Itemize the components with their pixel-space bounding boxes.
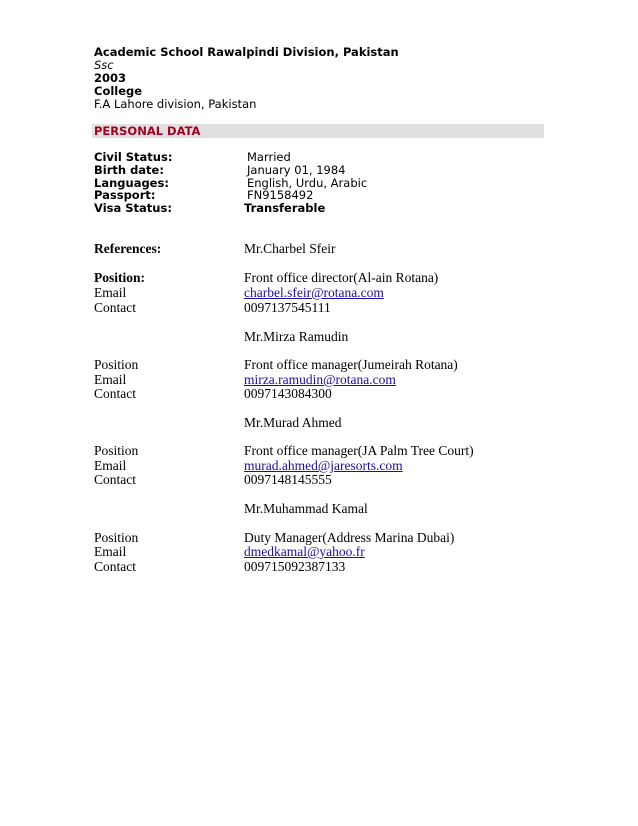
- personal-label: Passport:: [94, 188, 156, 203]
- reference-email-link[interactable]: mirza.ramudin@rotana.com: [244, 372, 396, 387]
- reference-contact: 0097148145555: [244, 472, 332, 487]
- email-label: Email: [94, 285, 127, 300]
- education-year: 2003: [94, 71, 127, 85]
- reference-name: Mr.Charbel Sfeir: [244, 241, 336, 256]
- reference-position: Duty Manager(Address Marina Dubai): [244, 530, 455, 545]
- reference-name: Mr.Mirza Ramudin: [244, 329, 349, 344]
- personal-label: Languages:: [94, 175, 169, 190]
- personal-value: January 01, 1984: [247, 162, 346, 177]
- reference-name: Mr.Muhammad Kamal: [244, 501, 368, 516]
- personal-value: FN9158492: [247, 188, 314, 203]
- reference-position: Front office manager(Jumeirah Rotana): [244, 357, 458, 372]
- reference-email-link[interactable]: murad.ahmed@jaresorts.com: [244, 458, 403, 473]
- email-label: Email: [94, 544, 127, 559]
- reference-contact: 0097137545111: [244, 300, 331, 315]
- contact-label: Contact: [94, 559, 136, 574]
- reference-position: Front office manager(JA Palm Tree Court): [244, 443, 474, 458]
- personal-value: Transferable: [244, 201, 326, 216]
- references-label: References:: [94, 241, 162, 256]
- position-label: Position: [94, 357, 139, 372]
- reference-contact: 0097143084300: [244, 386, 332, 401]
- education-block: [94, 46, 399, 111]
- reference-email-link[interactable]: dmedkamal@yahoo.fr: [244, 544, 365, 559]
- education-level: Ssc: [94, 58, 114, 72]
- school-name: Academic School Rawalpindi Division, Pakistan: [94, 45, 399, 59]
- personal-label: Visa Status:: [94, 201, 172, 216]
- contact-label: Contact: [94, 472, 136, 487]
- section-title-personal-data: PERSONAL DATA: [94, 124, 201, 138]
- contact-label: Contact: [94, 300, 136, 315]
- reference-email-link[interactable]: charbel.sfeir@rotana.com: [244, 285, 384, 300]
- email-label: Email: [94, 372, 127, 387]
- reference-name: Mr.Murad Ahmed: [244, 415, 342, 430]
- college-heading: College: [94, 84, 143, 98]
- position-label: Position:: [94, 270, 146, 285]
- personal-value: English, Urdu, Arabic: [247, 175, 368, 190]
- college-detail: F.A Lahore division, Pakistan: [94, 97, 257, 111]
- reference-position: Front office director(Al-ain Rotana): [244, 270, 439, 285]
- personal-value: Married: [247, 150, 291, 164]
- reference-contact: 009715092387133: [244, 559, 346, 574]
- personal-label: Birth date:: [94, 162, 164, 177]
- personal-label: Civil Status:: [94, 150, 173, 164]
- position-label: Position: [94, 443, 139, 458]
- email-label: Email: [94, 458, 127, 473]
- contact-label: Contact: [94, 386, 136, 401]
- position-label: Position: [94, 530, 139, 545]
